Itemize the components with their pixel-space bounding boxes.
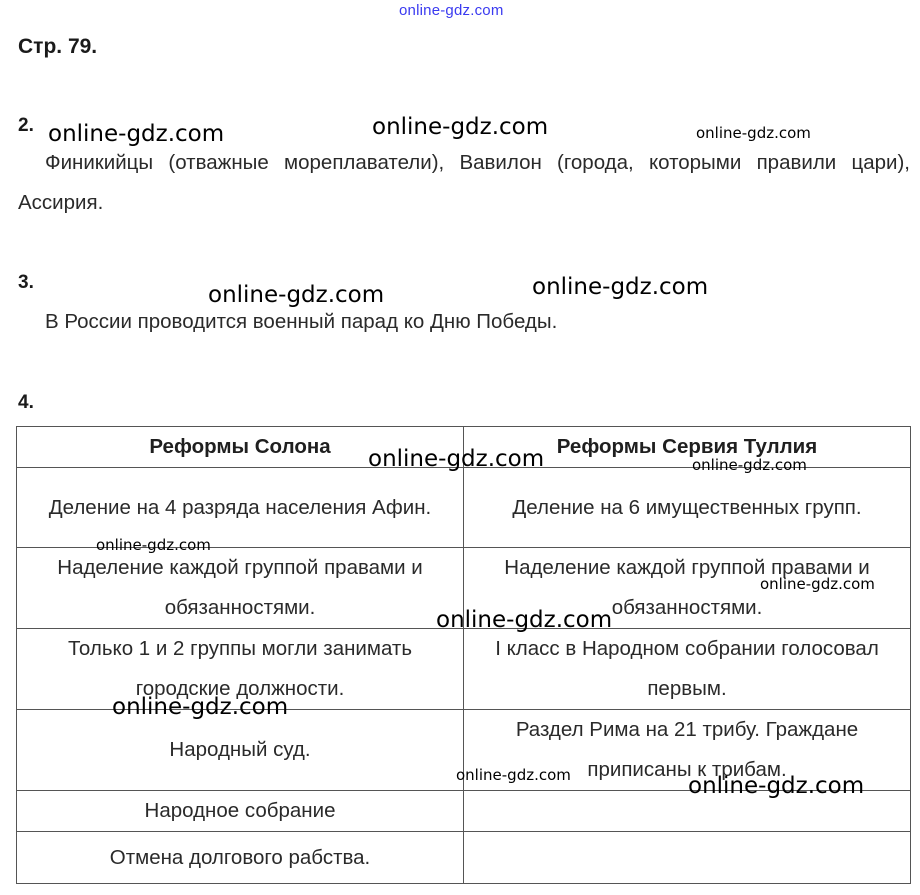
task-3-number: 3. — [18, 272, 34, 293]
table-cell: Раздел Рима на 21 трибу. Граждане приписаны к трибам. — [464, 710, 911, 791]
table-cell: Отмена долгового рабства. — [17, 832, 464, 884]
table-cell: Наделение каждой группой правами и обязанностями. — [17, 548, 464, 629]
table-cell: Народный суд. — [17, 710, 464, 791]
table-cell: Наделение каждой группой правами и обязанностями. — [464, 548, 911, 629]
task-2-number: 2. — [18, 115, 34, 136]
table-cell: Деление на 4 разряда населения Афин. — [17, 468, 464, 548]
watermark: online-gdz.com — [436, 607, 613, 633]
page-title: Стр. 79. — [18, 35, 98, 58]
table-cell: Народное собрание — [17, 791, 464, 832]
table-row — [17, 832, 911, 884]
task-2-text: Финикийцы (отважные мореплаватели), Вавилон (города, которыми правили цари), Ассирия. — [18, 151, 910, 214]
table-cell: Только 1 и 2 группы могли занимать городские должности. — [17, 629, 464, 710]
header-servius: Реформы Сервия Туллия — [464, 427, 911, 468]
top-watermark: online-gdz.com — [399, 2, 504, 19]
task-4-number: 4. — [18, 392, 34, 413]
watermark: online-gdz.com — [692, 456, 807, 474]
watermark: online-gdz.com — [208, 282, 385, 308]
watermark: online-gdz.com — [48, 121, 225, 147]
table-cell: Деление на 6 имущественных групп. — [464, 468, 911, 548]
task-3-text: В России проводится военный парад ко Дню Победы. — [45, 310, 558, 333]
reforms-table — [16, 426, 911, 884]
watermark: online-gdz.com — [532, 274, 709, 300]
watermark: online-gdz.com — [112, 694, 289, 720]
watermark: online-gdz.com — [760, 575, 875, 593]
watermark: online-gdz.com — [696, 124, 811, 142]
watermark: online-gdz.com — [456, 766, 571, 784]
watermark: online-gdz.com — [688, 773, 865, 799]
watermark: online-gdz.com — [96, 536, 211, 554]
watermark: online-gdz.com — [372, 114, 549, 140]
watermark: online-gdz.com — [368, 446, 545, 472]
header-solon: Реформы Солона — [17, 427, 464, 468]
table-cell — [464, 832, 911, 884]
table-cell: I класс в Народном собрании голосовал первым. — [464, 629, 911, 710]
